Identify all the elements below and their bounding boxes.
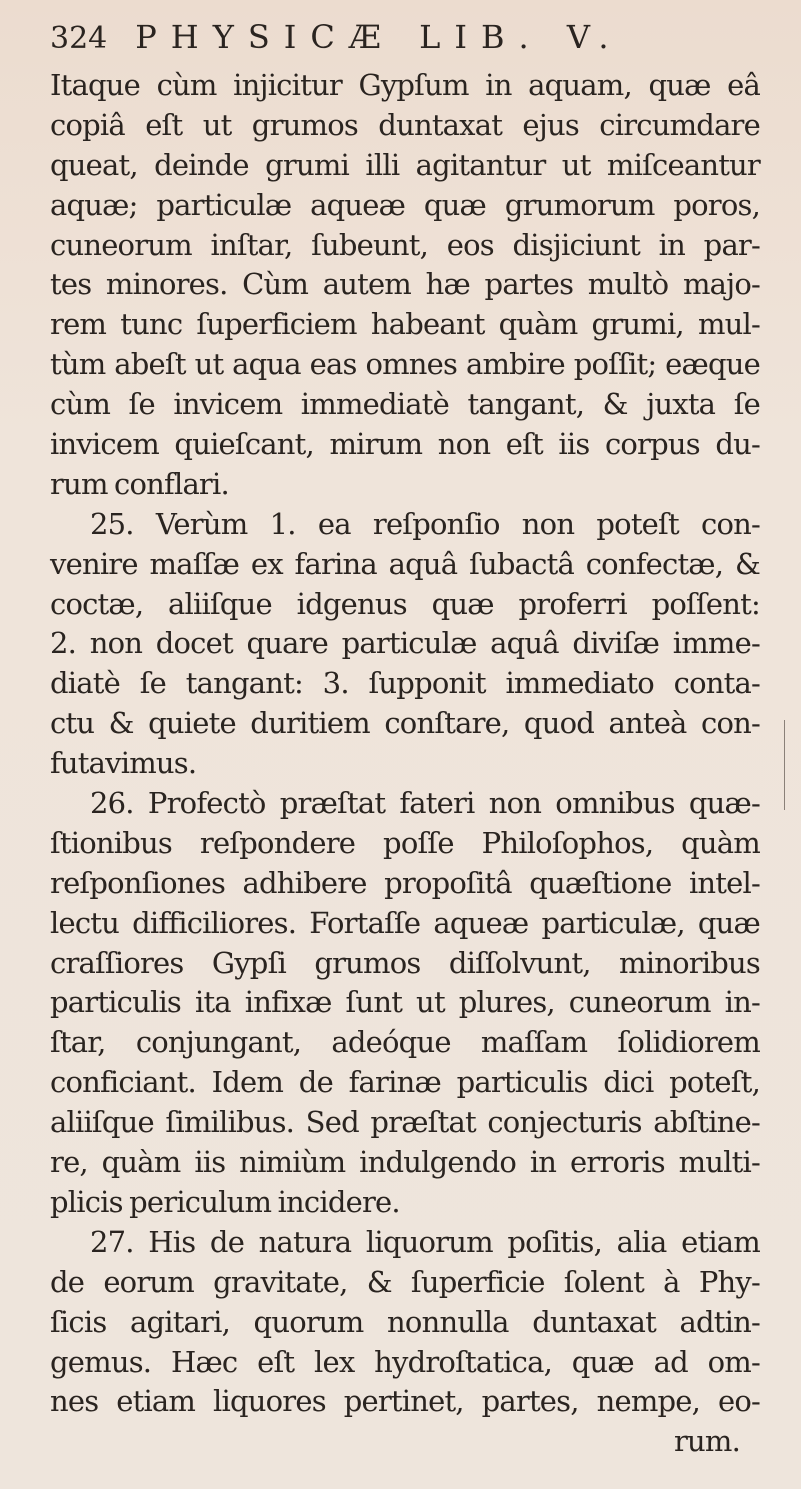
page-number: 324 — [50, 21, 108, 56]
text-line: 26. Profectò præſtat fateri non omnibus quæ- — [90, 786, 760, 821]
text-line: aliiſque ſimilibus. Sed præſtat conjecturis abſtine- — [50, 1105, 760, 1140]
text-line: cùm ſe invicem immediatè tangant, & juxta ſe — [50, 387, 760, 422]
text-line: aquæ; particulæ aqueæ quæ grumorum poros, — [50, 187, 760, 222]
running-header — [50, 16, 760, 58]
text-line: tùm abeſt ut aqua eas omnes ambire poſſit; eæque — [50, 347, 760, 382]
text-line: ſtionibus reſpondere poſſe Philoſophos, quàm — [50, 825, 760, 860]
text-line: plicis periculum incidere. — [50, 1184, 400, 1219]
text-line: conficiant. Idem de farinæ particulis dici poteſt, — [50, 1065, 760, 1100]
margin-rule — [784, 720, 785, 810]
text-line: queat, deinde grumi illi agitantur ut miſceantur — [50, 147, 760, 182]
text-line: rum. — [673, 1424, 740, 1459]
text-line: ctu & quiete duritiem conſtare, quod anteà con- — [50, 706, 760, 741]
text-line: coctæ, aliiſque idgenus quæ proferri poſſent: — [50, 586, 760, 621]
text-line: gemus. Hæc eſt lex hydroſtatica, quæ ad om- — [50, 1344, 760, 1379]
text-line: lectu difficiliores. Fortaſſe aqueæ particulæ, quæ — [50, 905, 760, 940]
text-line: tes minores. Cùm autem hæ partes multò majo- — [50, 267, 760, 302]
text-line: 27. His de natura liquorum poſitis, alia etiam — [90, 1224, 760, 1259]
text-line: rum conflari. — [50, 466, 229, 501]
text-line: copiâ eſt ut grumos duntaxat ejus circumdare — [50, 107, 760, 142]
text-line: nes etiam liquores pertinet, partes, nempe, eo- — [50, 1384, 760, 1419]
text-line: diatè ſe tangant: 3. ſupponit immediato conta- — [50, 666, 760, 701]
text-line: futavimus. — [50, 746, 197, 781]
text-line: re, quàm iis nimiùm indulgendo in erroris multi- — [50, 1145, 760, 1180]
text-line: 25. Verùm 1. ea reſponſio non poteſt con- — [90, 506, 760, 541]
text-line: 2. non docet quare particulæ aquâ diviſæ imme- — [50, 626, 760, 661]
running-title: PHYSICÆ LIB. V. — [135, 18, 623, 56]
text-line: craſſiores Gypſi grumos diſſolvunt, minoribus — [50, 945, 760, 980]
text-line: de eorum gravitate, & ſuperficie ſolent à Phy- — [50, 1264, 760, 1299]
text-line: invicem quieſcant, mirum non eſt iis corpus du- — [50, 427, 760, 462]
page-body — [50, 66, 760, 1462]
text-line: cuneorum inſtar, ſubeunt, eos disjiciunt in par- — [50, 227, 760, 262]
text-line: rem tunc ſuperficiem habeant quàm grumi, mul- — [50, 307, 760, 342]
text-line: ſtar, conjungant, adeóque maſſam ſolidiorem — [50, 1025, 760, 1060]
text-line: reſponſiones adhibere propoſitâ quæſtione intel- — [50, 865, 760, 900]
text-line: venire maſſæ ex farina aquâ ſubactâ confectæ, & — [50, 546, 760, 581]
text-line: ſicis agitari, quorum nonnulla duntaxat adtin- — [50, 1304, 760, 1339]
text-line: particulis ita infixæ ſunt ut plures, cuneorum in- — [50, 985, 760, 1020]
text-line: Itaque cùm injicitur Gypſum in aquam, quæ eâ — [50, 68, 760, 102]
